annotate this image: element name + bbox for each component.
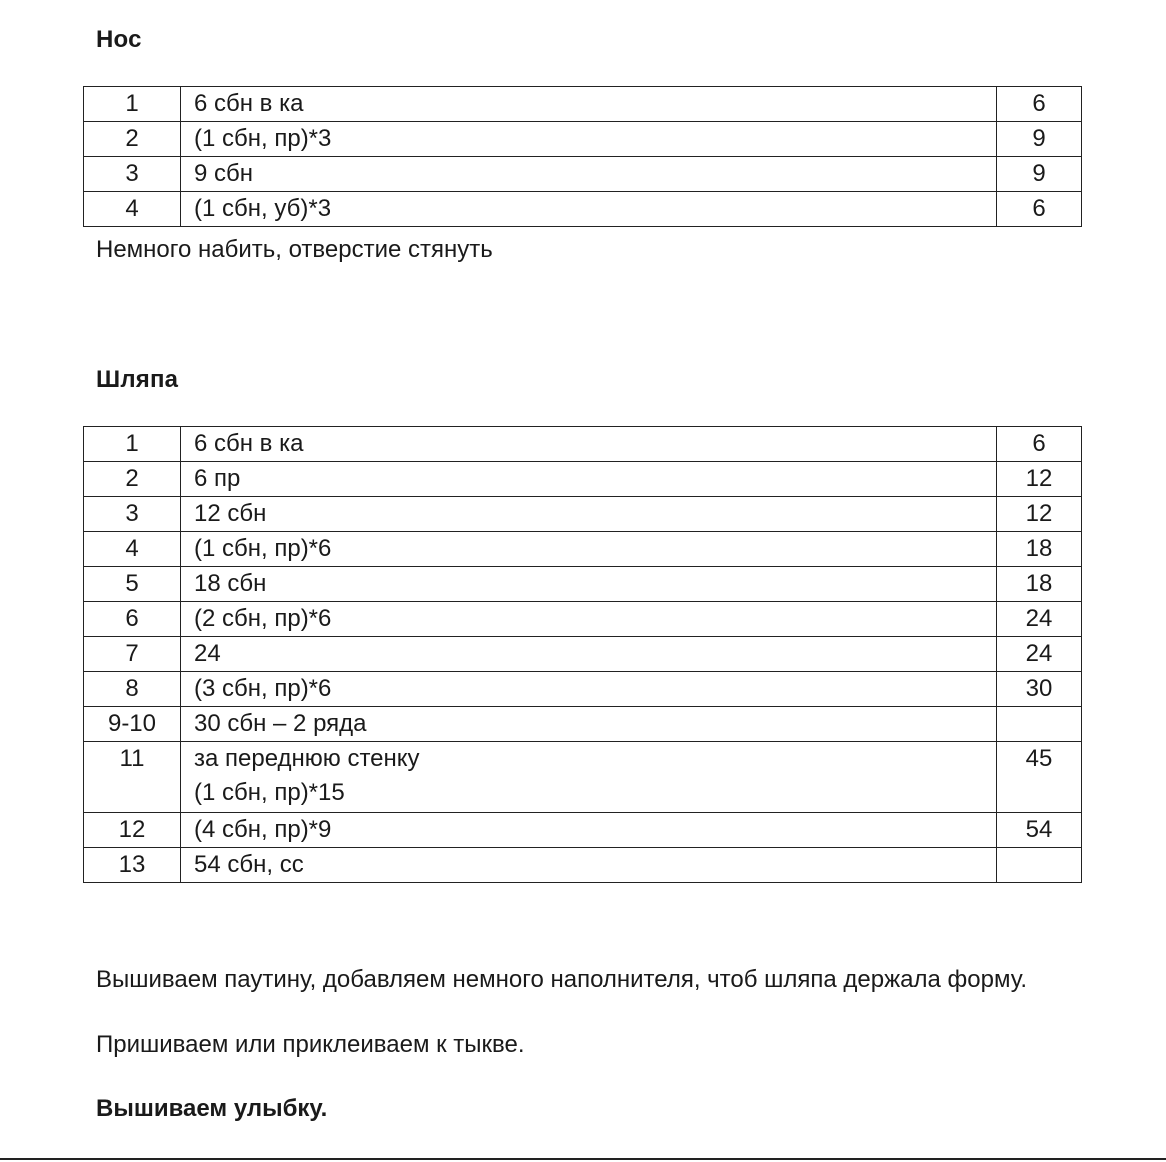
- row-instruction: 6 сбн в ка: [181, 87, 997, 122]
- table-row: [84, 672, 1082, 707]
- row-instruction: 54 сбн, сс: [181, 848, 997, 883]
- row-count: 30: [997, 672, 1082, 707]
- row-count: [997, 707, 1082, 742]
- row-count: 45: [997, 742, 1082, 813]
- row-count: 12: [997, 462, 1082, 497]
- row-number: 3: [84, 497, 181, 532]
- row-instruction: 24: [181, 637, 997, 672]
- row-instruction: (1 сбн, пр)*6: [181, 532, 997, 567]
- row-instruction: 9 сбн: [181, 157, 997, 192]
- row-count: 6: [997, 427, 1082, 462]
- table-row: [84, 637, 1082, 672]
- row-instruction: 12 сбн: [181, 497, 997, 532]
- table-row: [84, 848, 1082, 883]
- table-row: [84, 567, 1082, 602]
- row-instruction: 6 пр: [181, 462, 997, 497]
- row-number: 12: [84, 813, 181, 848]
- hat-title: Шляпа: [96, 366, 179, 393]
- row-number: 1: [84, 427, 181, 462]
- row-instruction: 18 сбн: [181, 567, 997, 602]
- table-row: [84, 707, 1082, 742]
- table-row: [84, 87, 1082, 122]
- row-instruction: (1 сбн, уб)*3: [181, 192, 997, 227]
- row-number: 2: [84, 122, 181, 157]
- table-row: [84, 742, 1082, 813]
- table-row: [84, 122, 1082, 157]
- table-row: [84, 602, 1082, 637]
- row-instruction: (4 сбн, пр)*9: [181, 813, 997, 848]
- row-count: 9: [997, 157, 1082, 192]
- row-count: 6: [997, 192, 1082, 227]
- table-row: [84, 192, 1082, 227]
- row-number: 7: [84, 637, 181, 672]
- row-number: 5: [84, 567, 181, 602]
- row-count: 12: [997, 497, 1082, 532]
- row-count: 54: [997, 813, 1082, 848]
- row-instruction: (3 сбн, пр)*6: [181, 672, 997, 707]
- row-number: 13: [84, 848, 181, 883]
- row-number: 4: [84, 192, 181, 227]
- hat-table: [83, 426, 1082, 883]
- row-instruction: 6 сбн в ка: [181, 427, 997, 462]
- row-number: 6: [84, 602, 181, 637]
- row-instruction: 30 сбн – 2 ряда: [181, 707, 997, 742]
- row-instruction: (2 сбн, пр)*6: [181, 602, 997, 637]
- closing-line-embroider-web: Вышиваем паутину, добавляем немного наполнителя, чтоб шляпа держала форму.: [96, 966, 1028, 993]
- row-number: 11: [84, 742, 181, 813]
- closing-line-smile: Вышиваем улыбку.: [96, 1095, 328, 1122]
- row-number: 3: [84, 157, 181, 192]
- nose-note: Немного набить, отверстие стянуть: [96, 236, 493, 263]
- closing-line-attach: Пришиваем или приклеиваем к тыкве.: [96, 1031, 525, 1058]
- nose-table: [83, 86, 1082, 227]
- row-instruction-multiline: [181, 742, 997, 813]
- page-bottom-rule: [0, 1158, 1166, 1160]
- table-row: [84, 813, 1082, 848]
- row-count: 24: [997, 602, 1082, 637]
- row-count: [997, 848, 1082, 883]
- row-number: 1: [84, 87, 181, 122]
- row-number: 2: [84, 462, 181, 497]
- table-row: [84, 497, 1082, 532]
- row-count: 9: [997, 122, 1082, 157]
- table-row: [84, 462, 1082, 497]
- row-count: 6: [997, 87, 1082, 122]
- row-count: 18: [997, 567, 1082, 602]
- row-number: 8: [84, 672, 181, 707]
- row-instruction: за переднюю стенку: [194, 745, 420, 772]
- nose-title: Нос: [96, 26, 142, 53]
- table-row: [84, 157, 1082, 192]
- row-number: 9-10: [84, 707, 181, 742]
- table-row: [84, 532, 1082, 567]
- row-number: 4: [84, 532, 181, 567]
- row-instruction-continued: (1 сбн, пр)*15: [194, 779, 345, 806]
- table-row: [84, 427, 1082, 462]
- row-count: 24: [997, 637, 1082, 672]
- row-count: 18: [997, 532, 1082, 567]
- row-instruction: (1 сбн, пр)*3: [181, 122, 997, 157]
